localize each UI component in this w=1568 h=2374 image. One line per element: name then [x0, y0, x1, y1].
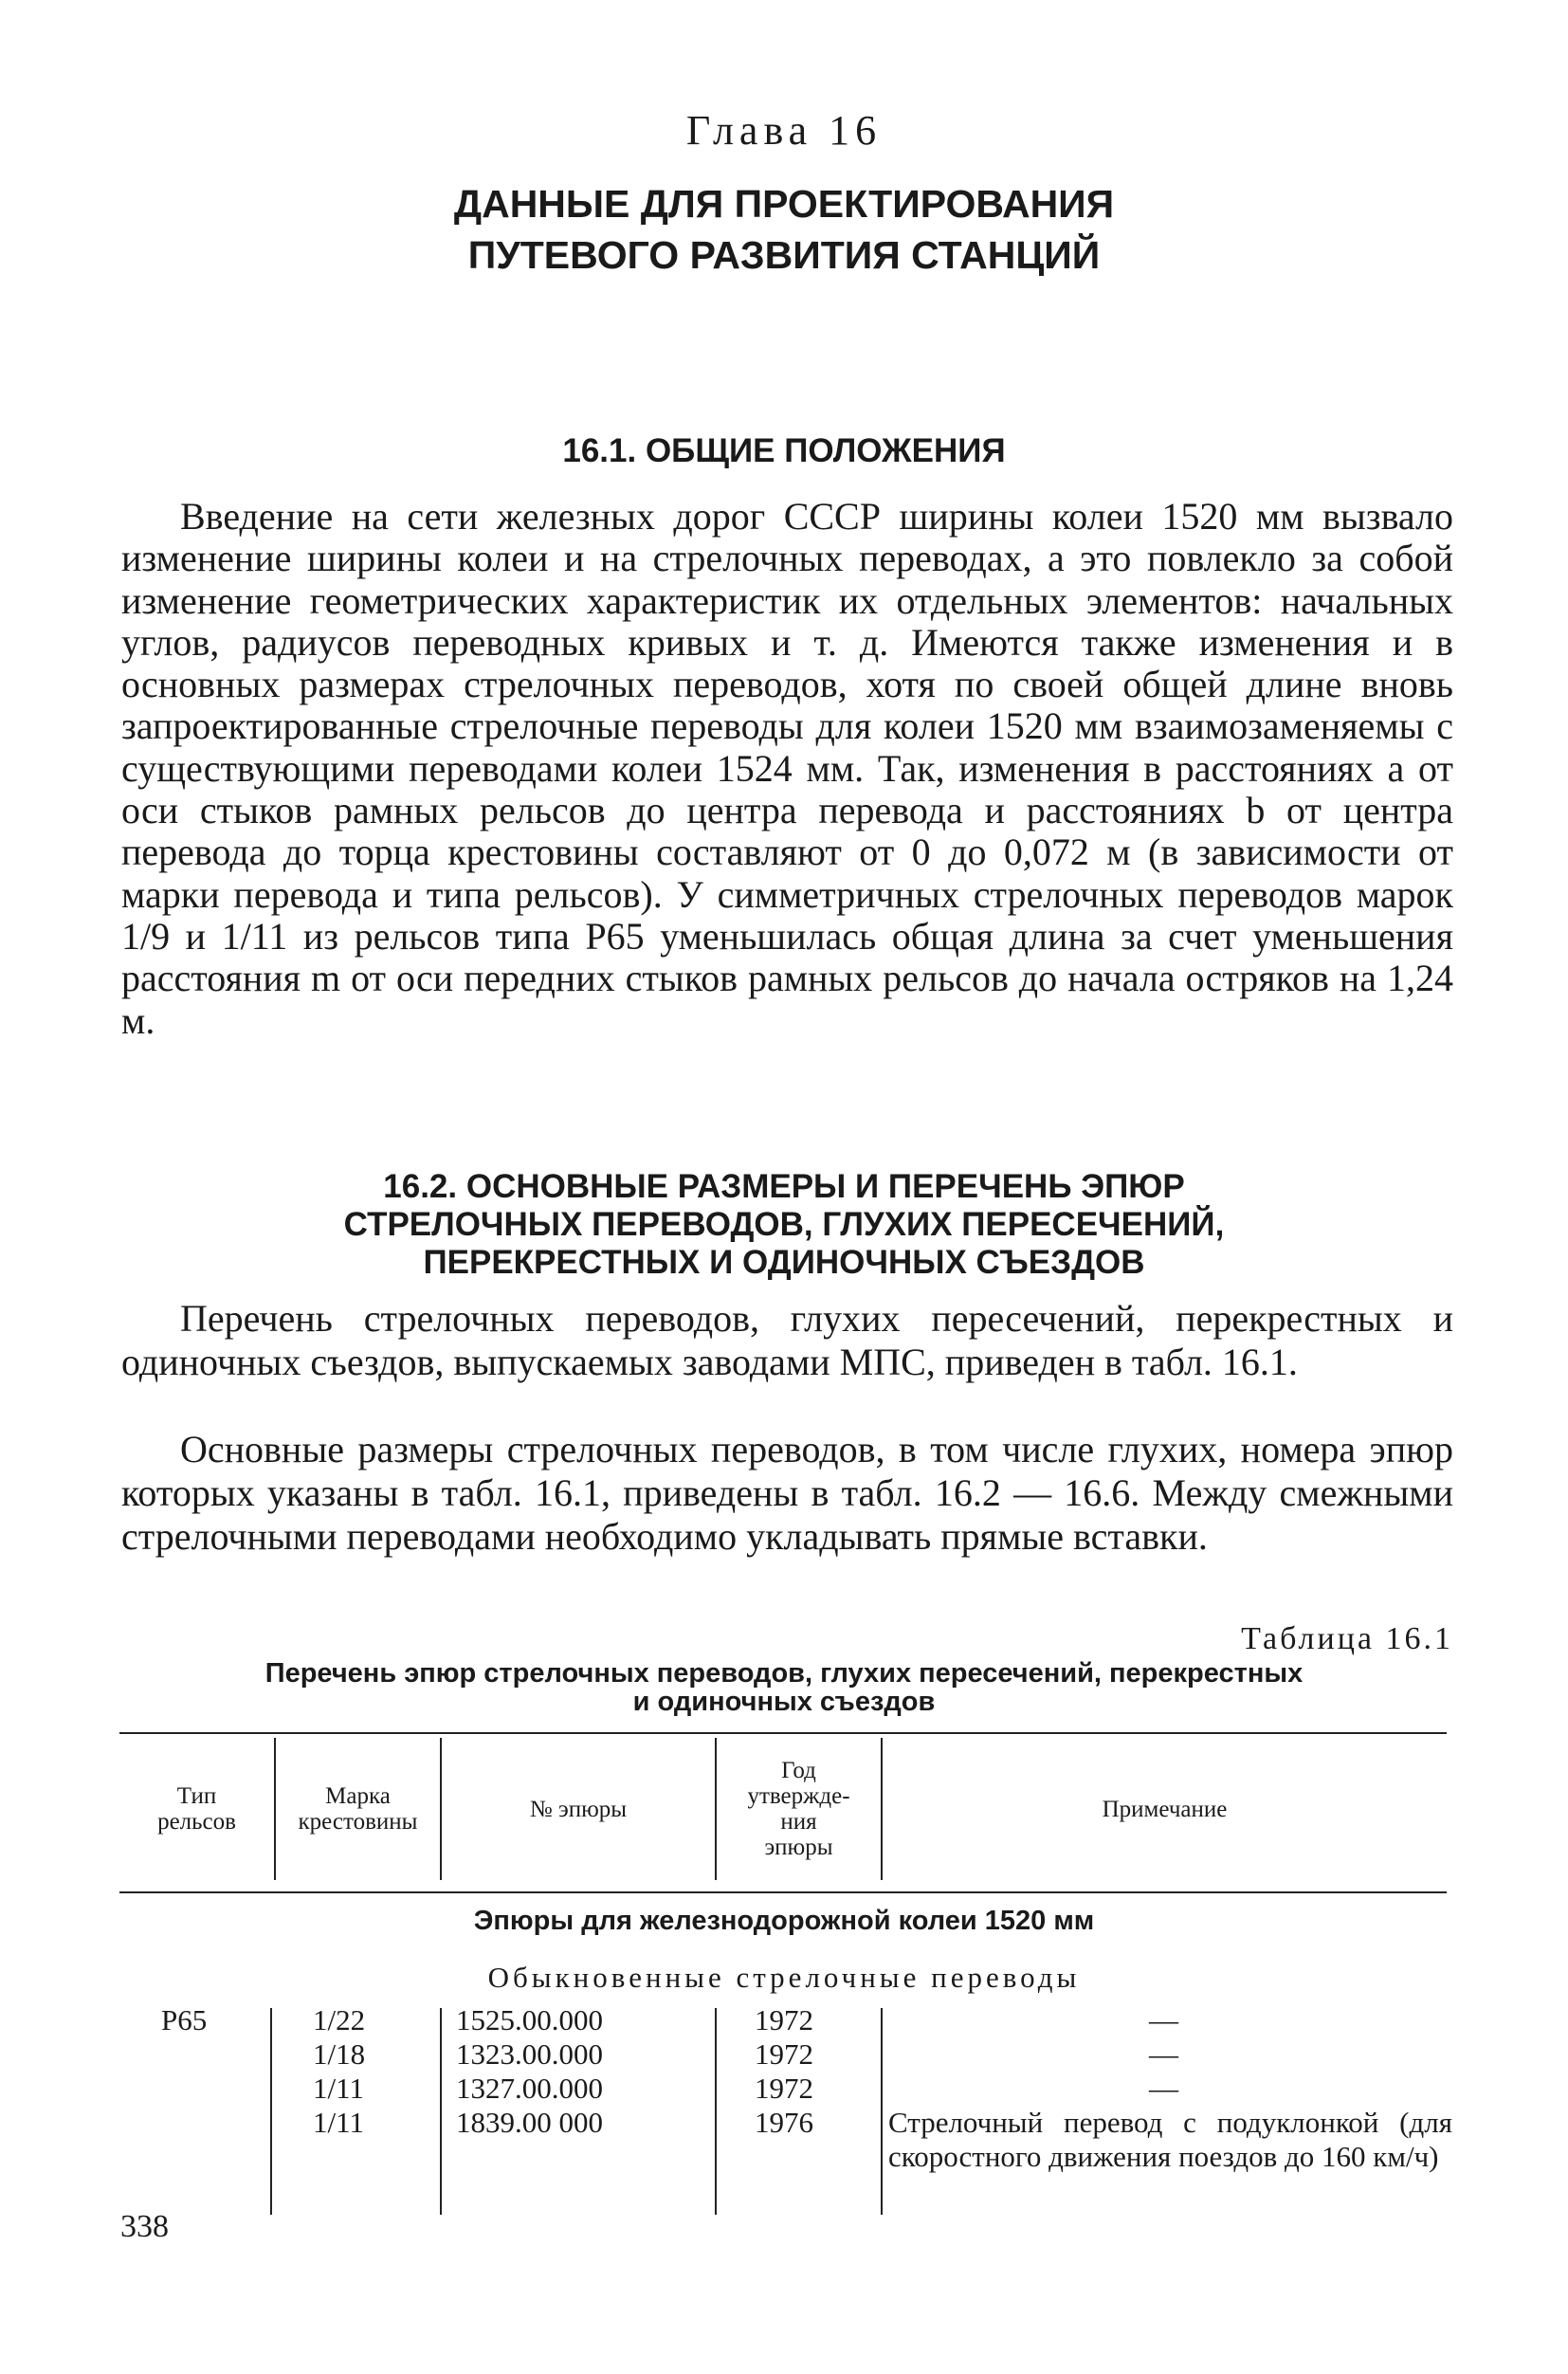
year-cell: 1972 — [755, 2037, 813, 2071]
header-frog — [276, 1738, 440, 1880]
epure-cell: 1525.00.000 — [456, 2003, 603, 2036]
page-number: 338 — [120, 2209, 169, 2244]
header-frog-line-2: крестовины — [298, 1809, 418, 1835]
year-cell: 1972 — [755, 2003, 813, 2036]
section-2-heading-line-3: ПЕРЕКРЕСТНЫХ И ОДИНОЧНЫХ СЪЕЗДОВ — [423, 1244, 1145, 1281]
epure-cell: 1327.00.000 — [456, 2072, 603, 2105]
section-1-heading: 16.1. ОБЩИЕ ПОЛОЖЕНИЯ — [562, 432, 1006, 469]
section-2-paragraph-1: Перечень стрелочных переводов, глухих пересечений, перекрестных и одиночных съездов, выпускаемых заводами МПС, приведен в табл. 16.1. — [121, 1297, 1453, 1383]
note-cell: — — [1149, 2037, 1178, 2071]
header-frog-line-1: Марка — [325, 1783, 391, 1809]
chapter-title-line-1: ДАННЫЕ ДЛЯ ПРОЕКТИРОВАНИЯ — [453, 182, 1115, 226]
chapter-title-line-2: ПУТЕВОГО РАЗВИТИЯ СТАНЦИЙ — [467, 233, 1101, 277]
header-rail-type — [119, 1738, 274, 1880]
table-title-line-1: Перечень эпюр стрелочных переводов, глухих пересечений, перекрестных — [264, 1658, 1304, 1689]
section-1-paragraph: Введение на сети железных дорог СССР ширины колеи 1520 мм вызвало изменение ширины колеи и на стрелочных переводах, а это повлекло за собой изменение геометрических характеристик их отдельных элементов: начальных углов, радиусов переводных кривых и т. д. Имеются также изменения и в основных размерах стрелочных переводов, хотя по своей общей длине вновь запроектированные стрелочные переводы для колеи 1520 мм взаимозаменяемы с существующими переводами колеи 1524 мм. Так, изменения в расстояниях a от оси стыков рамных рельсов до центра перевода и расстояниях b от центра перевода до торца крестовины составляют от 0 до 0,072 м (в зависимости от марки перевода и типа рельсов). У симметричных стрелочных переводов марок 1/9 и 1/11 из рельсов типа Р65 уменьшилась общая длина за счет уменьшения расстояния m от оси передних стыков рамных рельсов до начала остряков на 1,24 м. — [121, 495, 1453, 1042]
header-year-line-4: эпюры — [764, 1835, 833, 1860]
frog-cell: 1/11 — [313, 2106, 364, 2139]
frog-cell: 1/11 — [313, 2072, 364, 2105]
table-label: Таблица 16.1 — [1241, 1621, 1453, 1656]
section-2-heading-line-1: 16.2. ОСНОВНЫЕ РАЗМЕРЫ И ПЕРЕЧЕНЬ ЭПЮР — [383, 1168, 1185, 1205]
column-divider — [270, 2008, 272, 2215]
chapter-title — [0, 178, 1568, 281]
epure-cell: 1323.00.000 — [456, 2037, 603, 2071]
column-divider — [715, 2008, 717, 2215]
column-divider — [881, 2008, 883, 2215]
table-subgroup-heading: Обыкновенные стрелочные переводы — [487, 1961, 1081, 1994]
header-note-text: Примечание — [1102, 1796, 1228, 1822]
table-group-heading: Эпюры для железнодорожной колеи 1520 мм — [473, 1906, 1095, 1936]
table-title — [0, 1659, 1568, 1716]
header-year-line-1: Год — [781, 1758, 816, 1783]
section-2-paragraph-2: Основные размеры стрелочных переводов, в том числе глухих, номера эпюр которых указаны в табл. 16.1, приведены в табл. 16.2 — 16.6. Между смежными стрелочными переводами необходимо укладывать прямые вставки. — [121, 1428, 1453, 1558]
column-divider — [440, 2008, 442, 2215]
header-year — [717, 1738, 881, 1880]
header-epure-number-text: № эпюры — [529, 1796, 628, 1822]
table-title-line-2: и одиночных съездов — [632, 1687, 936, 1717]
header-rail-type-line-1: Тип — [176, 1783, 217, 1809]
table-header-rule — [119, 1891, 1447, 1893]
header-year-line-2: утвержде- — [747, 1783, 850, 1809]
chapter-label: Глава 16 — [685, 107, 883, 154]
header-year-line-3: ния — [780, 1809, 817, 1835]
frog-cell: 1/22 — [313, 2003, 366, 2036]
section-2-heading-line-2: СТРЕЛОЧНЫХ ПЕРЕВОДОВ, ГЛУХИХ ПЕРЕСЕЧЕНИЙ, — [343, 1206, 1225, 1243]
header-rail-type-line-2: рельсов — [157, 1809, 236, 1835]
table-top-rule — [119, 1732, 1447, 1734]
frog-cell: 1/18 — [313, 2037, 366, 2071]
note-cell: — — [1149, 2072, 1178, 2105]
note-cell: — — [1149, 2003, 1178, 2036]
rail-type-cell: Р65 — [161, 2003, 208, 2036]
note-cell: Стрелочный перевод с подуклонкой (для скоростного движения поездов до 160 км/ч) — [888, 2106, 1452, 2173]
header-note — [883, 1738, 1447, 1880]
year-cell: 1976 — [755, 2106, 813, 2139]
section-2-heading — [0, 1168, 1568, 1282]
header-epure-number — [442, 1738, 715, 1880]
epure-cell: 1839.00 000 — [456, 2106, 603, 2139]
year-cell: 1972 — [755, 2072, 813, 2105]
